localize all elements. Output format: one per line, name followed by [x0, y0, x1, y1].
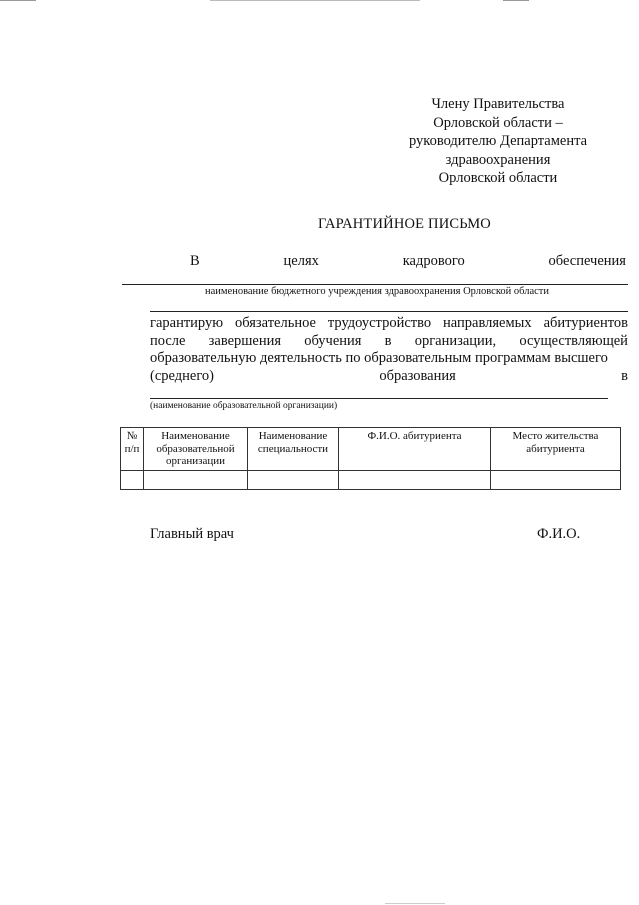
- addressee-line: Орловской области: [438, 170, 558, 186]
- intro-word: целях: [283, 253, 319, 269]
- table-cell[interactable]: [144, 470, 248, 489]
- signature-name: Ф.И.О.: [537, 526, 581, 542]
- body-word: в: [384, 333, 392, 349]
- org-caption: (наименование образовательной организации): [150, 401, 338, 411]
- body-word: абитуриентов: [543, 315, 628, 331]
- table-cell[interactable]: [491, 470, 621, 489]
- intro-word: кадрового: [402, 253, 465, 269]
- addressee-line: руководителю Департамента: [408, 133, 588, 149]
- table-cell[interactable]: [248, 470, 339, 489]
- header-applicant-name: Ф.И.О. абитуриента: [339, 428, 491, 471]
- scan-artifact: [385, 903, 445, 904]
- body-line-3: [150, 349, 628, 367]
- body-word: в: [621, 368, 628, 384]
- body-word: (среднего): [150, 368, 214, 384]
- body-word: образования: [379, 368, 456, 384]
- header-residence: Место жительства абитуриента: [491, 428, 621, 471]
- body-line-2: [150, 332, 628, 350]
- table-cell[interactable]: [121, 470, 144, 489]
- header-organization: Наименование образовательной организации: [144, 428, 248, 471]
- body-word: осуществляющей: [519, 333, 628, 349]
- table-header-row: [121, 428, 621, 471]
- addressee-block: [398, 95, 598, 188]
- signature-position: Главный врач: [150, 526, 234, 542]
- body-word: завершения: [208, 333, 282, 349]
- body-word: после: [150, 333, 186, 349]
- body-line-4: [150, 367, 628, 385]
- body-word: обязательное: [235, 315, 316, 331]
- addressee-line: Орловской области –: [433, 114, 563, 131]
- scan-artifact: [0, 0, 36, 1]
- table-row: [121, 470, 621, 489]
- body-word: трудоустройство: [327, 315, 432, 331]
- header-specialty: Наименование специальности: [248, 428, 339, 471]
- intro-line: [190, 252, 626, 270]
- body-word: организации,: [414, 333, 497, 349]
- institution-blank-line: [122, 284, 628, 285]
- scan-artifact: [503, 0, 529, 1]
- addressee-line: Члену Правительства: [431, 96, 565, 112]
- body-word: направляемых: [443, 315, 532, 331]
- scan-artifact: [210, 0, 420, 1]
- body-text: образовательную деятельность по образовательным программам высшего: [150, 350, 608, 366]
- table-cell[interactable]: [339, 470, 491, 489]
- body-line-1: [150, 314, 628, 332]
- applicants-table: [120, 427, 621, 490]
- institution-blank-line-2: [150, 311, 628, 312]
- letter-title: ГАРАНТИЙНОЕ ПИСЬМО: [318, 216, 491, 232]
- org-blank-line: [150, 398, 608, 399]
- institution-caption: наименование бюджетного учреждения здравоохранения Орловской области: [205, 286, 549, 297]
- intro-word: обеспечения: [548, 253, 626, 269]
- addressee-line: здравоохранения: [445, 151, 551, 168]
- body-word: обучения: [304, 333, 362, 349]
- intro-word: В: [190, 253, 200, 269]
- body-word: гарантирую: [150, 315, 224, 331]
- header-number: № п/п: [121, 428, 144, 471]
